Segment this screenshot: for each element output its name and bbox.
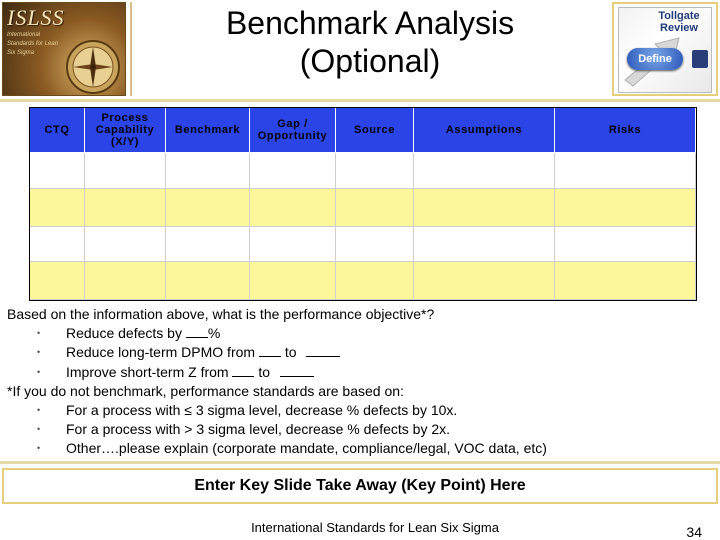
table-cell[interactable] (85, 262, 166, 300)
blank-field[interactable] (280, 364, 314, 377)
table-cell[interactable] (555, 262, 696, 300)
page-title (140, 4, 600, 94)
table-cell[interactable] (30, 227, 85, 262)
list-item (7, 439, 717, 458)
tollgate-label-line-2: Review (660, 22, 698, 34)
bullet-text: Improve short-term Z from (66, 363, 233, 380)
header-risks: Risks (555, 108, 696, 153)
bullet-text: Reduce defects by (66, 325, 186, 342)
table-cell[interactable] (166, 153, 250, 189)
table-cell[interactable] (555, 189, 696, 227)
header-assumptions: Assumptions (414, 108, 555, 153)
table-cell[interactable] (336, 153, 414, 189)
bullet-mid: to (254, 363, 274, 380)
table-cell[interactable] (414, 262, 555, 300)
table-cell[interactable] (30, 262, 85, 300)
table-cell[interactable] (555, 153, 696, 189)
table-cell[interactable] (166, 189, 250, 227)
tollgate-label (653, 10, 705, 34)
header-ctq: CTQ (30, 108, 85, 153)
body-text (7, 305, 717, 459)
list-item (7, 324, 717, 343)
blank-field[interactable] (259, 344, 281, 357)
table-cell[interactable] (250, 227, 336, 262)
tollgate-label-line-1: Tollgate (658, 10, 700, 22)
list-item (7, 420, 717, 439)
bullet-text: Reduce long-term DPMO from (66, 344, 259, 361)
table-cell[interactable] (85, 189, 166, 227)
table-cell[interactable] (85, 227, 166, 262)
bullet-icon: • (37, 347, 41, 358)
table-cell[interactable] (336, 227, 414, 262)
title-line-2: (Optional) (299, 43, 441, 79)
bullet-suffix: % (207, 325, 221, 342)
table-cell[interactable] (250, 189, 336, 227)
blank-field[interactable] (306, 344, 340, 357)
table-cell[interactable] (414, 227, 555, 262)
table-cell[interactable] (30, 189, 85, 227)
islss-logo (2, 2, 126, 96)
table-cell[interactable] (414, 189, 555, 227)
bullet-icon: • (37, 366, 41, 377)
title-line-1: Benchmark Analysis (225, 5, 515, 41)
performance-question: Based on the information above, what is the performance objective*? (7, 306, 435, 322)
bullet-text: Other….please explain (corporate mandate, compliance/legal, VOC data, etc) (66, 440, 547, 457)
table-cell[interactable] (166, 262, 250, 300)
table-cell[interactable] (414, 153, 555, 189)
tollgate-review-graphic (612, 2, 718, 96)
table-cell[interactable] (85, 153, 166, 189)
table-cell[interactable] (336, 262, 414, 300)
list-item (7, 401, 717, 420)
logo-subtitle: International Standards for Lean Six Sigma (7, 32, 59, 56)
table-cell[interactable] (30, 153, 85, 189)
header-source: Source (336, 108, 414, 153)
header-divider (130, 2, 132, 96)
header-gap-opportunity: Gap / Opportunity (250, 108, 336, 153)
tollgate-panel (618, 7, 712, 93)
logo-text: ISLSS (7, 5, 65, 30)
footer-text: International Standards for Lean Six Sigma (251, 520, 499, 535)
benchmark-table (29, 107, 697, 301)
table-cell[interactable] (250, 153, 336, 189)
list-item (7, 343, 717, 362)
bullet-icon: • (37, 424, 41, 435)
bullet-icon: • (37, 443, 41, 454)
bullet-icon: • (37, 405, 41, 416)
document-icon (692, 50, 708, 68)
list-item (7, 363, 717, 382)
bullet-mid: to (280, 344, 301, 361)
takeaway-divider (0, 461, 720, 464)
page-number: 34 (686, 524, 702, 540)
table-cell[interactable] (336, 189, 414, 227)
bullet-icon: • (37, 328, 41, 339)
table-cell[interactable] (250, 262, 336, 300)
header-benchmark: Benchmark (166, 108, 250, 153)
blank-field[interactable] (232, 364, 254, 377)
benchmark-note: *If you do not benchmark, performance standards are based on: (7, 382, 404, 399)
blank-field[interactable] (186, 325, 208, 338)
header-process-capability: Process Capability (X/Y) (85, 108, 166, 153)
bullet-text: For a process with ≤ 3 sigma level, decrease % defects by 10x. (66, 402, 458, 419)
bullet-text: For a process with > 3 sigma level, decrease % defects by 2x. (66, 421, 451, 438)
define-phase-button: Define (627, 48, 683, 70)
compass-icon (61, 37, 123, 95)
table-cell[interactable] (555, 227, 696, 262)
table-cell[interactable] (166, 227, 250, 262)
header-bottom-rule (0, 99, 720, 102)
key-takeaway-box[interactable]: Enter Key Slide Take Away (Key Point) Here (2, 468, 718, 504)
